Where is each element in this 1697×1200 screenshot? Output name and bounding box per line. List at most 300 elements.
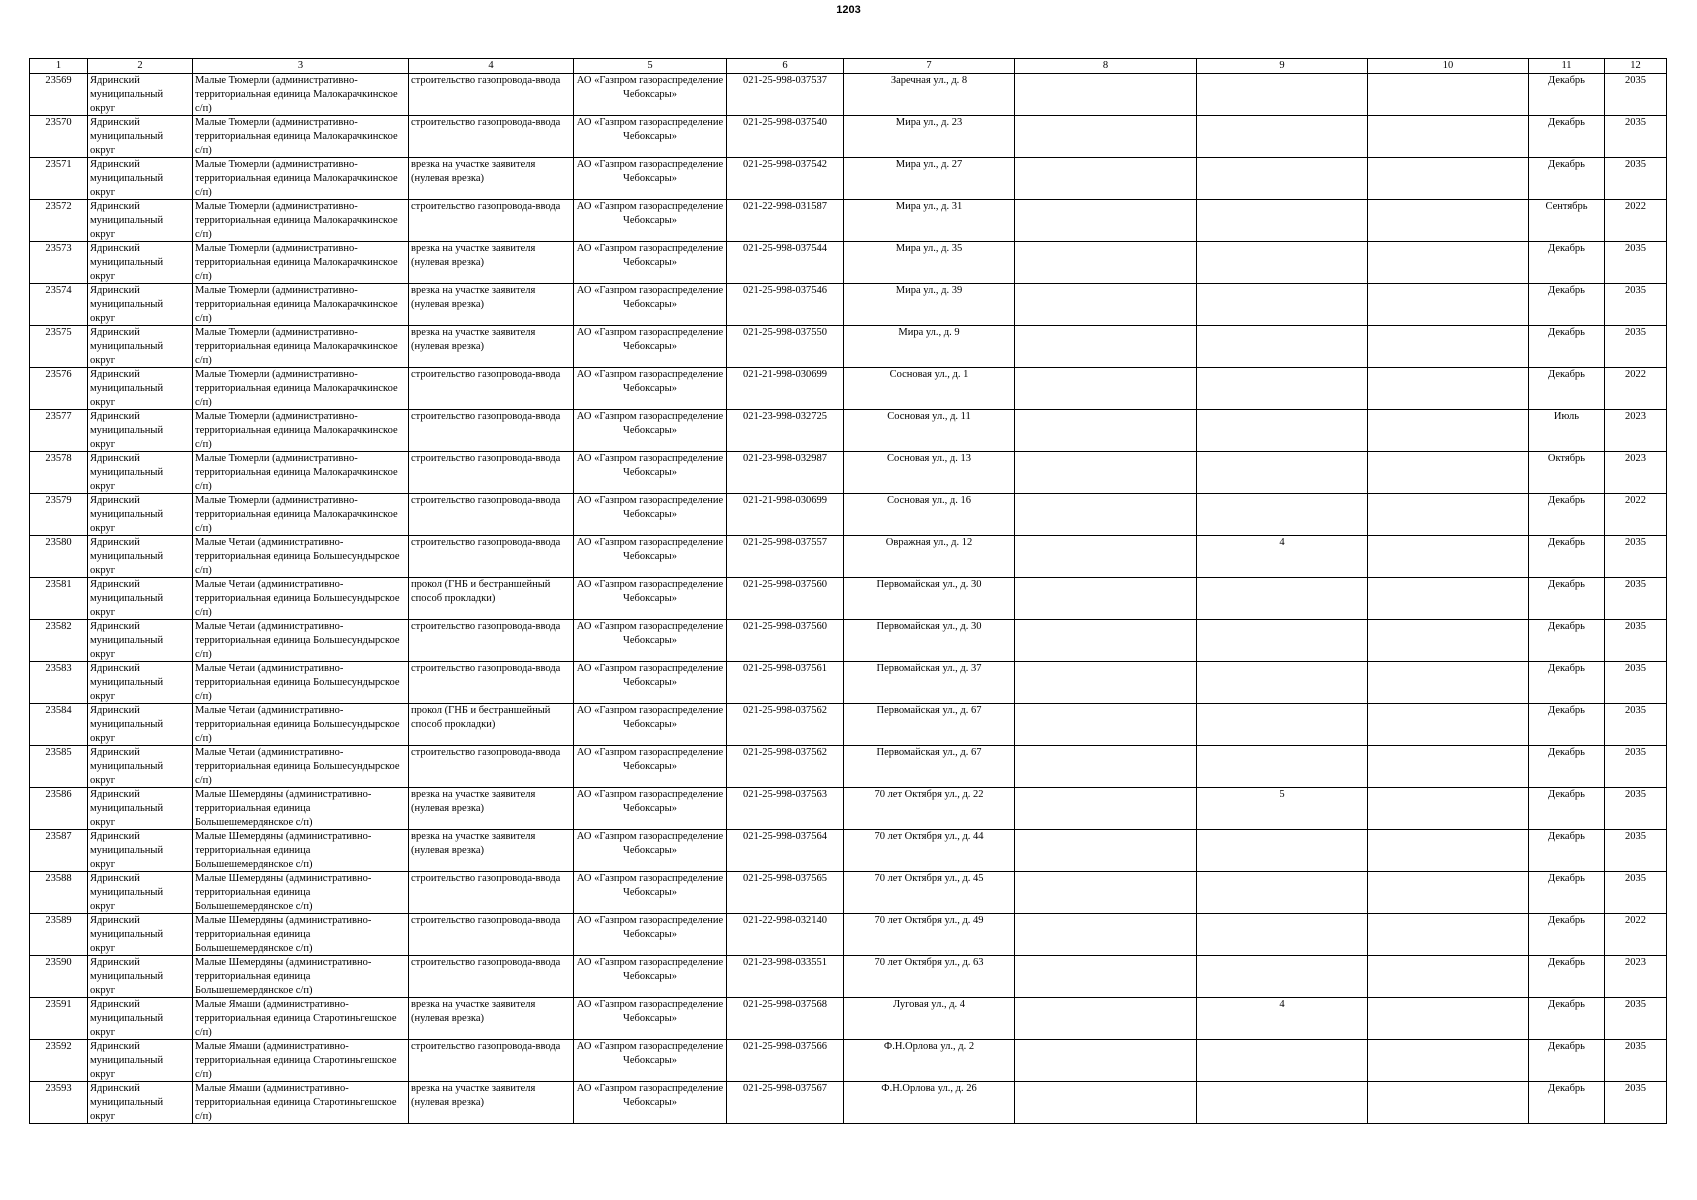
settlement-name-cell <box>193 368 409 410</box>
street-address-cell <box>844 872 1015 914</box>
year-cell <box>1605 830 1667 872</box>
connection-code: 021-21-998-030699 <box>743 495 827 506</box>
column-8-value-cell <box>1015 872 1197 914</box>
street-address-cell <box>844 578 1015 620</box>
municipal-district: Ядринский муниципальный округ <box>90 243 164 282</box>
month: Декабрь <box>1548 747 1585 758</box>
column-9-value <box>1199 452 1365 493</box>
connection-code: 021-25-998-037542 <box>743 159 827 170</box>
settlement-name-cell <box>193 830 409 872</box>
record-number-cell <box>30 326 88 368</box>
month-cell <box>1529 830 1605 872</box>
municipal-district: Ядринский муниципальный округ <box>90 621 164 660</box>
column-8-value <box>1017 1082 1194 1123</box>
work-type-cell <box>409 1040 574 1082</box>
work-type-cell <box>409 536 574 578</box>
column-8-value-cell <box>1015 284 1197 326</box>
record-number: 23582 <box>45 621 72 632</box>
connection-code: 021-22-998-031587 <box>743 201 827 212</box>
street-address-cell <box>844 662 1015 704</box>
record-number: 23585 <box>45 747 72 758</box>
year-cell <box>1605 326 1667 368</box>
table-row <box>30 956 1667 998</box>
street-address-cell <box>844 1082 1015 1124</box>
municipal-district: Ядринский муниципальный округ <box>90 999 164 1038</box>
municipal-district-cell <box>88 116 193 158</box>
record-number: 23578 <box>45 453 72 464</box>
operator-org: АО «Газпром газораспределение Чебоксары» <box>576 621 724 646</box>
street-address: 70 лет Октября ул., д. 22 <box>874 789 984 800</box>
column-9-value-cell <box>1197 242 1368 284</box>
column-8-value-cell <box>1015 704 1197 746</box>
month: Октябрь <box>1547 453 1586 464</box>
table-row <box>30 662 1667 704</box>
column-8-value-cell <box>1015 116 1197 158</box>
connection-code: 021-25-998-037564 <box>743 831 827 842</box>
year: 2035 <box>1625 831 1646 842</box>
column-10-value-cell <box>1368 662 1529 704</box>
column-header-11: 11 <box>1529 59 1605 74</box>
settlement-name-cell <box>193 284 409 326</box>
settlement-name: Малые Шемердяны (административно-территориальная единица Большешемердянское с/п) <box>195 915 372 954</box>
work-type-cell <box>409 410 574 452</box>
connection-code-cell <box>727 116 844 158</box>
settlement-name: Малые Тюмерли (административно-территориальная единица Малокарачкинское с/п) <box>195 243 398 282</box>
column-9-value-cell <box>1197 410 1368 452</box>
column-9-value-cell <box>1197 830 1368 872</box>
month: Декабрь <box>1548 705 1585 716</box>
month: Декабрь <box>1548 621 1585 632</box>
year: 2035 <box>1625 789 1646 800</box>
year-cell <box>1605 620 1667 662</box>
connection-code: 021-25-998-037562 <box>743 705 827 716</box>
street-address: Луговая ул., д. 4 <box>892 999 966 1010</box>
settlement-name-cell <box>193 620 409 662</box>
month: Декабрь <box>1548 495 1585 506</box>
column-8-value-cell <box>1015 788 1197 830</box>
record-number-cell <box>30 116 88 158</box>
column-8-value <box>1017 326 1194 367</box>
work-type: строительство газопровода-ввода <box>411 663 561 674</box>
table-row <box>30 452 1667 494</box>
year: 2035 <box>1625 1083 1646 1094</box>
month-cell <box>1529 956 1605 998</box>
table-row <box>30 1082 1667 1124</box>
column-header-3: 3 <box>193 59 409 74</box>
operator-org-cell <box>574 158 727 200</box>
settlement-name: Малые Шемердяны (административно-территориальная единица Большешемердянское с/п) <box>195 831 372 870</box>
work-type: строительство газопровода-ввода <box>411 201 561 212</box>
month: Декабрь <box>1548 327 1585 338</box>
month-cell <box>1529 74 1605 116</box>
street-address: Мира ул., д. 39 <box>895 285 963 296</box>
street-address: Заречная ул., д. 8 <box>890 75 968 86</box>
operator-org: АО «Газпром газораспределение Чебоксары» <box>576 495 724 520</box>
record-number: 23587 <box>45 831 72 842</box>
year: 2023 <box>1625 411 1646 422</box>
month: Декабрь <box>1548 369 1585 380</box>
record-number: 23579 <box>45 495 72 506</box>
street-address-cell <box>844 620 1015 662</box>
record-number: 23592 <box>45 1041 72 1052</box>
column-8-value-cell <box>1015 200 1197 242</box>
settlement-name: Малые Тюмерли (административно-территориальная единица Малокарачкинское с/п) <box>195 75 398 114</box>
street-address: Мира ул., д. 9 <box>898 327 960 338</box>
column-header-5: 5 <box>574 59 727 74</box>
column-9-value-cell <box>1197 620 1368 662</box>
column-10-value <box>1370 1082 1526 1123</box>
operator-org-cell <box>574 74 727 116</box>
record-number: 23586 <box>45 789 72 800</box>
municipal-district-cell <box>88 326 193 368</box>
municipal-district-cell <box>88 536 193 578</box>
street-address-cell <box>844 746 1015 788</box>
column-8-value <box>1017 620 1194 661</box>
table-row <box>30 830 1667 872</box>
connection-code-cell <box>727 368 844 410</box>
street-address-cell <box>844 200 1015 242</box>
connection-code: 021-23-998-032725 <box>743 411 827 422</box>
operator-org-cell <box>574 620 727 662</box>
settlement-name: Малые Четаи (административно-территориальная единица Большесундырское с/п) <box>195 579 400 618</box>
year: 2035 <box>1625 75 1646 86</box>
column-8-value <box>1017 74 1194 115</box>
settlement-name: Малые Шемердяны (административно-территориальная единица Большешемердянское с/п) <box>195 873 372 912</box>
column-8-value-cell <box>1015 74 1197 116</box>
year: 2035 <box>1625 159 1646 170</box>
column-10-value-cell <box>1368 830 1529 872</box>
table-row <box>30 284 1667 326</box>
column-10-value-cell <box>1368 746 1529 788</box>
column-header-8: 8 <box>1015 59 1197 74</box>
record-number: 23580 <box>45 537 72 548</box>
street-address-cell <box>844 410 1015 452</box>
year-cell <box>1605 998 1667 1040</box>
street-address: Сосновая ул., д. 1 <box>889 369 969 380</box>
work-type: строительство газопровода-ввода <box>411 369 561 380</box>
column-8-value-cell <box>1015 956 1197 998</box>
record-number-cell <box>30 452 88 494</box>
connection-code-cell <box>727 410 844 452</box>
operator-org: АО «Газпром газораспределение Чебоксары» <box>576 999 724 1024</box>
street-address-cell <box>844 494 1015 536</box>
street-address: 70 лет Октября ул., д. 44 <box>874 831 984 842</box>
month: Июль <box>1553 411 1580 422</box>
year: 2035 <box>1625 579 1646 590</box>
column-8-value-cell <box>1015 368 1197 410</box>
record-number-cell <box>30 830 88 872</box>
connection-code-cell <box>727 872 844 914</box>
column-10-value <box>1370 956 1526 997</box>
connection-code: 021-25-998-037567 <box>743 1083 827 1094</box>
operator-org: АО «Газпром газораспределение Чебоксары» <box>576 747 724 772</box>
month-cell <box>1529 788 1605 830</box>
column-8-value-cell <box>1015 158 1197 200</box>
column-8-value <box>1017 662 1194 703</box>
work-type-cell <box>409 914 574 956</box>
record-number: 23576 <box>45 369 72 380</box>
connection-code-cell <box>727 788 844 830</box>
column-header-4: 4 <box>409 59 574 74</box>
settlement-name: Малые Ямаши (административно-территориальная единица Старотиньгешское с/п) <box>195 1041 397 1080</box>
municipal-district-cell <box>88 452 193 494</box>
column-header-7: 7 <box>844 59 1015 74</box>
month-cell <box>1529 494 1605 536</box>
year: 2022 <box>1625 915 1646 926</box>
work-type-cell <box>409 998 574 1040</box>
work-type: строительство газопровода-ввода <box>411 873 561 884</box>
year-cell <box>1605 536 1667 578</box>
street-address-cell <box>844 242 1015 284</box>
municipal-district: Ядринский муниципальный округ <box>90 201 164 240</box>
column-10-value <box>1370 326 1526 367</box>
municipal-district: Ядринский муниципальный округ <box>90 75 164 114</box>
column-8-value-cell <box>1015 620 1197 662</box>
column-9-value-cell <box>1197 158 1368 200</box>
record-number-cell <box>30 536 88 578</box>
municipal-district-cell <box>88 872 193 914</box>
year: 2035 <box>1625 873 1646 884</box>
year-cell <box>1605 368 1667 410</box>
operator-org-cell <box>574 956 727 998</box>
column-10-value-cell <box>1368 410 1529 452</box>
year-cell <box>1605 116 1667 158</box>
page-number: 1203 <box>836 4 861 16</box>
column-10-value <box>1370 1040 1526 1081</box>
table-row <box>30 704 1667 746</box>
record-number: 23570 <box>45 117 72 128</box>
municipal-district: Ядринский муниципальный округ <box>90 1041 164 1080</box>
column-9-value <box>1199 956 1365 997</box>
municipal-district-cell <box>88 410 193 452</box>
operator-org-cell <box>574 536 727 578</box>
work-type: врезка на участке заявителя (нулевая врезка) <box>411 1083 536 1108</box>
column-10-value-cell <box>1368 956 1529 998</box>
month: Декабрь <box>1548 789 1585 800</box>
work-type-cell <box>409 788 574 830</box>
column-header-2: 2 <box>88 59 193 74</box>
connection-code-cell <box>727 326 844 368</box>
municipal-district-cell <box>88 704 193 746</box>
work-type-cell <box>409 74 574 116</box>
settlement-name-cell <box>193 956 409 998</box>
column-10-value <box>1370 452 1526 493</box>
column-9-value <box>1199 578 1365 619</box>
operator-org-cell <box>574 998 727 1040</box>
connection-code: 021-25-998-037560 <box>743 579 827 590</box>
column-9-value: 5 <box>1279 789 1285 800</box>
month: Декабрь <box>1548 75 1585 86</box>
work-type: строительство газопровода-ввода <box>411 117 561 128</box>
record-number-cell <box>30 410 88 452</box>
connection-code-cell <box>727 494 844 536</box>
record-number-cell <box>30 242 88 284</box>
street-address: 70 лет Октября ул., д. 45 <box>874 873 984 884</box>
year-cell <box>1605 200 1667 242</box>
municipal-district: Ядринский муниципальный округ <box>90 789 164 828</box>
work-type-cell <box>409 662 574 704</box>
column-9-value <box>1199 368 1365 409</box>
column-9-value-cell <box>1197 326 1368 368</box>
column-10-value <box>1370 242 1526 283</box>
street-address: Сосновая ул., д. 13 <box>887 453 971 464</box>
municipal-district-cell <box>88 956 193 998</box>
connection-code-cell <box>727 578 844 620</box>
work-type-cell <box>409 158 574 200</box>
work-type: врезка на участке заявителя (нулевая врезка) <box>411 243 536 268</box>
work-type-cell <box>409 452 574 494</box>
work-type-cell <box>409 326 574 368</box>
record-number: 23584 <box>45 705 72 716</box>
table-row <box>30 200 1667 242</box>
column-10-value-cell <box>1368 158 1529 200</box>
street-address: Первомайская ул., д. 37 <box>876 663 982 674</box>
street-address: Мира ул., д. 31 <box>895 201 963 212</box>
settlement-name: Малые Шемердяны (административно-территориальная единица Большешемердянское с/п) <box>195 789 372 828</box>
column-10-value <box>1370 830 1526 871</box>
work-type: врезка на участке заявителя (нулевая врезка) <box>411 327 536 352</box>
month: Сентябрь <box>1545 201 1588 212</box>
column-10-value <box>1370 746 1526 787</box>
column-10-value-cell <box>1368 998 1529 1040</box>
year: 2035 <box>1625 537 1646 548</box>
column-10-value <box>1370 620 1526 661</box>
column-8-value-cell <box>1015 578 1197 620</box>
record-number: 23572 <box>45 201 72 212</box>
settlement-name: Малые Четаи (административно-территориальная единица Большесундырское с/п) <box>195 747 400 786</box>
column-8-value-cell <box>1015 1082 1197 1124</box>
settlement-name-cell <box>193 410 409 452</box>
work-type: строительство газопровода-ввода <box>411 75 561 86</box>
connection-code: 021-23-998-033551 <box>743 957 827 968</box>
street-address-cell <box>844 830 1015 872</box>
column-8-value-cell <box>1015 242 1197 284</box>
year: 2035 <box>1625 747 1646 758</box>
column-9-value-cell <box>1197 1040 1368 1082</box>
municipal-district-cell <box>88 74 193 116</box>
column-8-value <box>1017 200 1194 241</box>
record-number-cell <box>30 956 88 998</box>
street-address: Первомайская ул., д. 67 <box>876 747 982 758</box>
year-cell <box>1605 704 1667 746</box>
month-cell <box>1529 284 1605 326</box>
record-number: 23571 <box>45 159 72 170</box>
settlement-name: Малые Тюмерли (административно-территориальная единица Малокарачкинское с/п) <box>195 327 398 366</box>
operator-org: АО «Газпром газораспределение Чебоксары» <box>576 1083 724 1108</box>
operator-org-cell <box>574 746 727 788</box>
street-address: 70 лет Октября ул., д. 49 <box>874 915 984 926</box>
work-type: врезка на участке заявителя (нулевая врезка) <box>411 789 536 814</box>
connection-code-cell <box>727 998 844 1040</box>
work-type: строительство газопровода-ввода <box>411 747 561 758</box>
municipal-district-cell <box>88 284 193 326</box>
column-10-value <box>1370 536 1526 577</box>
year: 2035 <box>1625 117 1646 128</box>
table-row <box>30 578 1667 620</box>
column-10-value <box>1370 284 1526 325</box>
column-8-value <box>1017 746 1194 787</box>
street-address-cell <box>844 284 1015 326</box>
street-address-cell <box>844 704 1015 746</box>
month: Декабрь <box>1548 831 1585 842</box>
operator-org: АО «Газпром газораспределение Чебоксары» <box>576 831 724 856</box>
record-number-cell <box>30 914 88 956</box>
connection-code: 021-25-998-037563 <box>743 789 827 800</box>
column-10-value-cell <box>1368 788 1529 830</box>
settlement-name-cell <box>193 1082 409 1124</box>
column-header-12: 12 <box>1605 59 1667 74</box>
column-9-value: 4 <box>1279 999 1285 1010</box>
column-8-value-cell <box>1015 536 1197 578</box>
connection-code-cell <box>727 452 844 494</box>
municipal-district: Ядринский муниципальный округ <box>90 411 164 450</box>
year: 2035 <box>1625 327 1646 338</box>
work-type-cell <box>409 746 574 788</box>
column-10-value-cell <box>1368 116 1529 158</box>
operator-org-cell <box>574 1082 727 1124</box>
column-10-value <box>1370 998 1526 1039</box>
municipal-district-cell <box>88 1040 193 1082</box>
record-number: 23577 <box>45 411 72 422</box>
settlement-name: Малые Тюмерли (административно-территориальная единица Малокарачкинское с/п) <box>195 159 398 198</box>
settlement-name-cell <box>193 200 409 242</box>
work-type: прокол (ГНБ и бестраншейный способ прокладки) <box>411 705 551 730</box>
work-type-cell <box>409 620 574 662</box>
work-type: строительство газопровода-ввода <box>411 537 561 548</box>
street-address-cell <box>844 368 1015 410</box>
month-cell <box>1529 1082 1605 1124</box>
work-type: строительство газопровода-ввода <box>411 957 561 968</box>
year-cell <box>1605 746 1667 788</box>
record-number: 23583 <box>45 663 72 674</box>
column-9-value-cell <box>1197 116 1368 158</box>
column-9-value-cell <box>1197 914 1368 956</box>
municipal-district-cell <box>88 242 193 284</box>
settlement-name: Малые Тюмерли (административно-территориальная единица Малокарачкинское с/п) <box>195 117 398 156</box>
settlement-name-cell <box>193 788 409 830</box>
municipal-district-cell <box>88 788 193 830</box>
column-10-value-cell <box>1368 452 1529 494</box>
column-8-value <box>1017 284 1194 325</box>
work-type-cell <box>409 200 574 242</box>
column-8-value <box>1017 536 1194 577</box>
column-9-value <box>1199 200 1365 241</box>
settlement-name-cell <box>193 242 409 284</box>
street-address-cell <box>844 1040 1015 1082</box>
operator-org-cell <box>574 578 727 620</box>
municipal-district: Ядринский муниципальный округ <box>90 915 164 954</box>
year-cell <box>1605 494 1667 536</box>
record-number: 23590 <box>45 957 72 968</box>
operator-org-cell <box>574 1040 727 1082</box>
table-row <box>30 158 1667 200</box>
year-cell <box>1605 1082 1667 1124</box>
column-10-value <box>1370 578 1526 619</box>
column-10-value-cell <box>1368 578 1529 620</box>
table-row <box>30 368 1667 410</box>
month-cell <box>1529 158 1605 200</box>
connection-code-cell <box>727 284 844 326</box>
record-number: 23575 <box>45 327 72 338</box>
column-10-value <box>1370 494 1526 535</box>
column-9-value: 4 <box>1279 537 1285 548</box>
settlement-name: Малые Тюмерли (административно-территориальная единица Малокарачкинское с/п) <box>195 411 398 450</box>
operator-org: АО «Газпром газораспределение Чебоксары» <box>576 663 724 688</box>
month: Декабрь <box>1548 663 1585 674</box>
work-type-cell <box>409 704 574 746</box>
street-address: Мира ул., д. 23 <box>895 117 963 128</box>
year-cell <box>1605 284 1667 326</box>
